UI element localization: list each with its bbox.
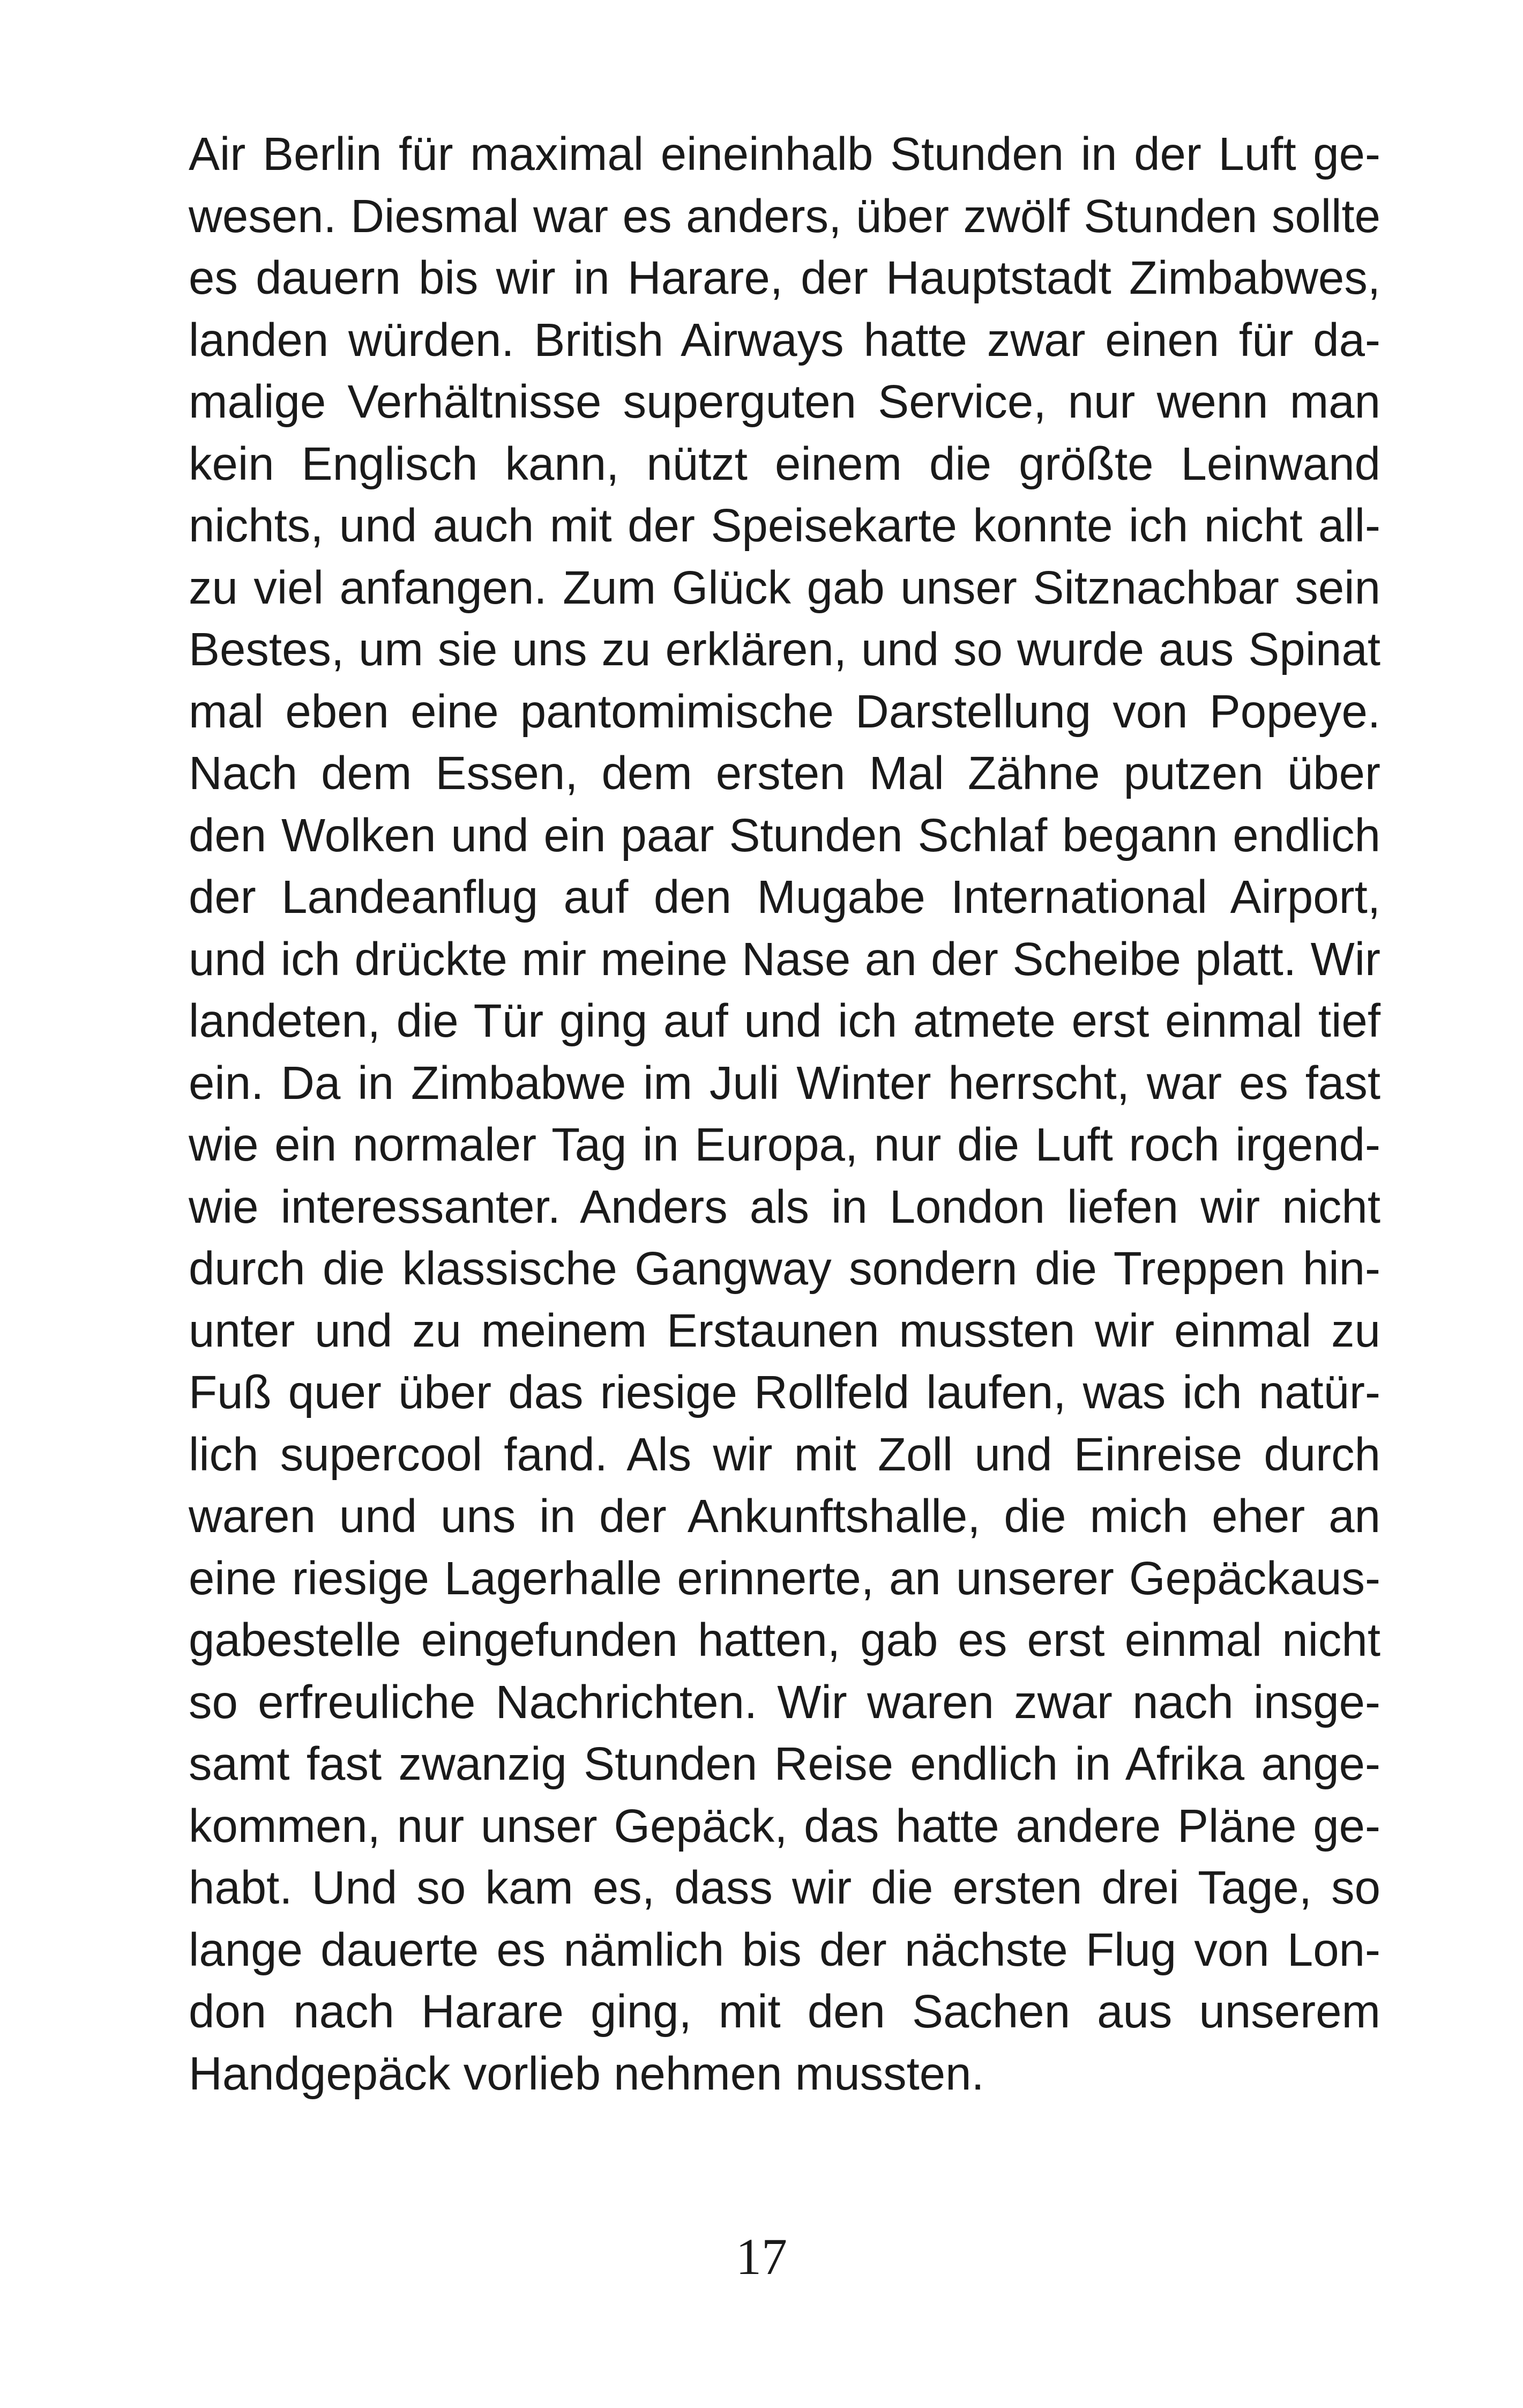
text-line: zu viel anfangen. Zum Glück gab unser Sitznachbar sein [189, 561, 1380, 614]
text-line: don nach Harare ging, mit den Sachen aus unserem [189, 1986, 1380, 2038]
text-line: mal eben eine pantomimische Darstellung von Popeye. [189, 685, 1380, 738]
text-line: habt. Und so kam es, dass wir die ersten drei Tage, so [189, 1862, 1380, 1914]
text-line: eine riesige Lagerhalle erinnerte, an unserer Gepäckaus- [189, 1552, 1380, 1604]
text-line: den Wolken und ein paar Stunden Schlaf begann endlich [189, 809, 1380, 861]
text-line: malige Verhältnisse superguten Service, nur wenn man [189, 376, 1380, 428]
text-line: Nach dem Essen, dem ersten Mal Zähne putzen über [189, 747, 1380, 799]
text-line: waren und uns in der Ankunftshalle, die mich eher an [189, 1490, 1380, 1542]
text-line: wie ein normaler Tag in Europa, nur die Luft roch irgend- [189, 1119, 1380, 1171]
text-line: lange dauerte es nämlich bis der nächste Flug von Lon- [189, 1923, 1380, 1976]
text-line: Bestes, um sie uns zu erklären, und so wurde aus Spinat [189, 623, 1380, 675]
text-line: Fuß quer über das riesige Rollfeld laufen, was ich natür- [189, 1366, 1380, 1418]
text-line: lich supercool fand. Als wir mit Zoll und Einreise durch [189, 1428, 1380, 1481]
body-paragraph [189, 123, 1380, 2105]
text-line: ein. Da in Zimbabwe im Juli Winter herrscht, war es fast [189, 1057, 1380, 1109]
text-line: so erfreuliche Nachrichten. Wir waren zwar nach insge- [189, 1676, 1380, 1728]
text-line: es dauern bis wir in Harare, der Hauptstadt Zimbabwes, [189, 252, 1380, 304]
text-line: landeten, die Tür ging auf und ich atmete erst einmal tief [189, 995, 1380, 1047]
text-line: landen würden. British Airways hatte zwar einen für da- [189, 314, 1380, 366]
text-line: der Landeanflug auf den Mugabe International Airport, [189, 871, 1380, 923]
text-line: unter und zu meinem Erstaunen mussten wir einmal zu [189, 1304, 1380, 1357]
text-line: Air Berlin für maximal eineinhalb Stunden in der Luft ge- [189, 128, 1380, 180]
page-number: 17 [736, 2228, 787, 2285]
text-line: durch die klassische Gangway sondern die Treppen hin- [189, 1243, 1380, 1295]
text-line: kein Englisch kann, nützt einem die größte Leinwand [189, 437, 1380, 490]
text-line: wesen. Diesmal war es anders, über zwölf Stunden sollte [189, 190, 1380, 242]
text-line: gabestelle eingefunden hatten, gab es erst einmal nicht [189, 1614, 1380, 1666]
text-line: kommen, nur unser Gepäck, das hatte andere Pläne ge- [189, 1800, 1380, 1852]
text-line: samt fast zwanzig Stunden Reise endlich in Afrika ange- [189, 1738, 1380, 1790]
text-line: wie interessanter. Anders als in London liefen wir nicht [189, 1180, 1380, 1233]
text-line: und ich drückte mir meine Nase an der Scheibe platt. Wir [189, 933, 1380, 985]
text-line-last: Handgepäck vorlieb nehmen mussten. [189, 2047, 984, 2100]
text-line: nichts, und auch mit der Speisekarte konnte ich nicht all- [189, 500, 1380, 552]
